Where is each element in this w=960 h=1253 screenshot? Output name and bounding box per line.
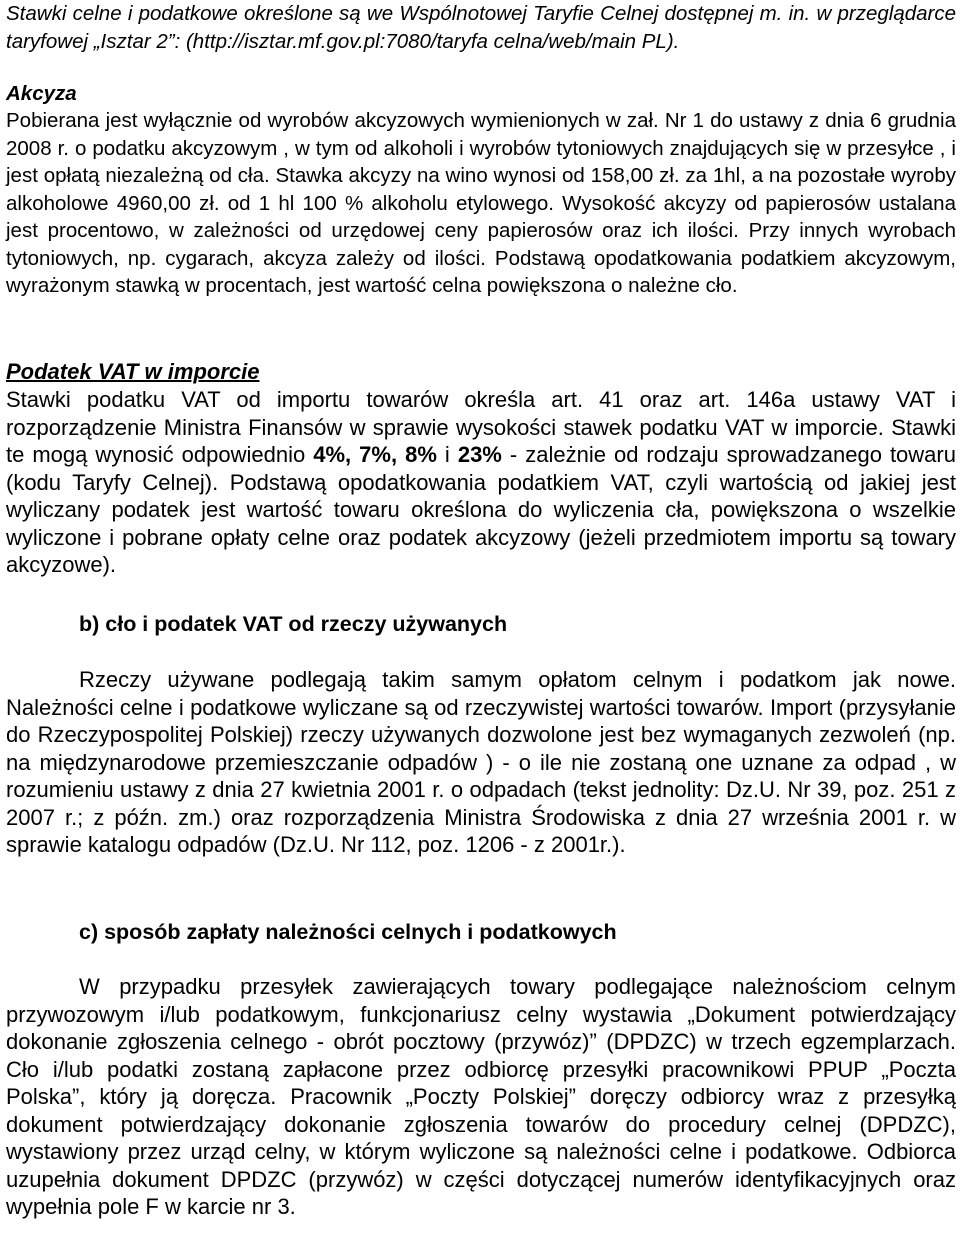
vat-sep-2 bbox=[397, 442, 405, 467]
section-b-paragraph: Rzeczy używane podlegają takim samym opłatom celnym i podatkom jak nowe. Należności celne i podatkowe wyliczane są od rzeczywistej wartości towarów. Import (przysyłanie do Rzeczypospolitej Polskiej) rzeczy używanych dozwolone jest bez wymaganych zezwoleń (np. na międzynarodowe przemieszczanie odpadów ) - o ile nie zostaną one uznane za odpad , w rozumieniu ustawy z dnia 27 kwietnia 2001 r. o odpadach (tekst jednolity: Dz.U. Nr 39, poz. 251 z 2007 r.; z późn. zm.) oraz rozporządzenia Ministra Środowiska z dnia 27 września 2001 r. w sprawie katalogu odpadów (Dz.U. Nr 112, poz. 1206 - z 2001r.). bbox=[6, 667, 956, 857]
vat-heading-text: Podatek VAT w imporcie bbox=[6, 359, 260, 384]
vat-heading bbox=[6, 358, 956, 386]
intro-paragraph bbox=[6, 0, 956, 55]
vat-sep-3: i bbox=[436, 442, 458, 467]
vat-rate-2: 7%, bbox=[359, 442, 398, 467]
vat-rate-1: 4%, bbox=[313, 442, 352, 467]
vat-rate-4: 23% bbox=[457, 442, 502, 467]
akcyza-paragraph: Pobierana jest wyłącznie od wyrobów akcyzowych wymienionych w zał. Nr 1 do ustawy z dnia 6 grudnia 2008 r. o podatku akcyzowym , w tym od alkoholi i wyrobów tytoniowych znajdujących się w przesyłce , i jest opłatą niezależną od cła. Stawka akcyzy na wino wynosi od 158,00 zł. za 1hl, a na pozostałe wyroby alkoholowe 4960,00 zł. od 1 hl 100 % alkoholu etylowego. Wysokość akcyzy od papierosów ustalana jest procentowo, w zależności od urzędowej ceny papierosów oraz ich ilości. Przy innych wyrobach tytoniowych, np. cygarach, akcyza zależy od ilości. Podstawą opodatkowania podatkiem akcyzowym, wyrażonym stawką w procentach, jest wartość celna powiększona o należne cło. bbox=[6, 109, 956, 297]
intro-text: Stawki celne i podatkowe określone są we Wspólnotowej Taryfie Celnej dostępnej m. in. w przeglądarce taryfowej „Isztar 2”: (http://isztar.mf.gov.pl:7080/taryfa celna/web/main PL). bbox=[6, 2, 956, 53]
vat-text-b: - zależnie od rodzaju sprowadzanego towaru (kodu Taryfy Celnej). Podstawą opodatkowania podatkiem VAT, czyli wartością od jakiej jest wyliczany podatek jest wartość towaru określona do wyliczenia cła, powiększona o wszelkie wyliczone i pobrane opłaty celne oraz podatek akcyzowy (jeżeli przedmiotem importu są towary akcyzowe). bbox=[6, 442, 956, 577]
vat-text-a: Stawki podatku VAT od importu towarów określa art. 41 oraz art. 146a ustawy VAT i rozporządzenie Ministra Finansów w sprawie wysokości stawek podatku VAT w imporcie. Stawki te mogą wynosić odpowiednio bbox=[6, 387, 956, 467]
vat-rate-3: 8% bbox=[405, 442, 437, 467]
vat-paragraph bbox=[6, 386, 956, 579]
section-b-heading: b) cło i podatek VAT od rzeczy używanych bbox=[79, 612, 508, 636]
section-c-heading: c) sposób zapłaty należności celnych i podatkowych bbox=[79, 920, 617, 944]
section-c-paragraph: W przypadku przesyłek zawierających towary podlegające należnościom celnym przywozowym i/lub podatkowym, funkcjonariusz celny wystawia „Dokument potwierdzający dokonanie zgłoszenia celnego - obrót pocztowy (przywóz)” (DPDZC) w trzech egzemplarzach. Cło i/lub podatki zostaną zapłacone przez odbiorcę przesyłki pracownikowi PPUP „Poczta Polska”, który ją doręcza. Pracownik „Poczty Polskiej” doręczy odbiorcy wraz z przesyłką dokument potwierdzający dokonanie zgłoszenia towarów do procedury celnej (DPDZC), wystawiony przez urząd celny, w którym wyliczone są należności celne i podatkowe. Odbiorca uzupełnia dokument DPDZC (przywóz) w części dotyczącej numerów identyfikacyjnych oraz wypełnia pole F w karcie nr 3. bbox=[6, 974, 956, 1219]
akcyza-heading: Akcyza bbox=[6, 82, 77, 105]
vat-sep-1 bbox=[351, 442, 359, 467]
